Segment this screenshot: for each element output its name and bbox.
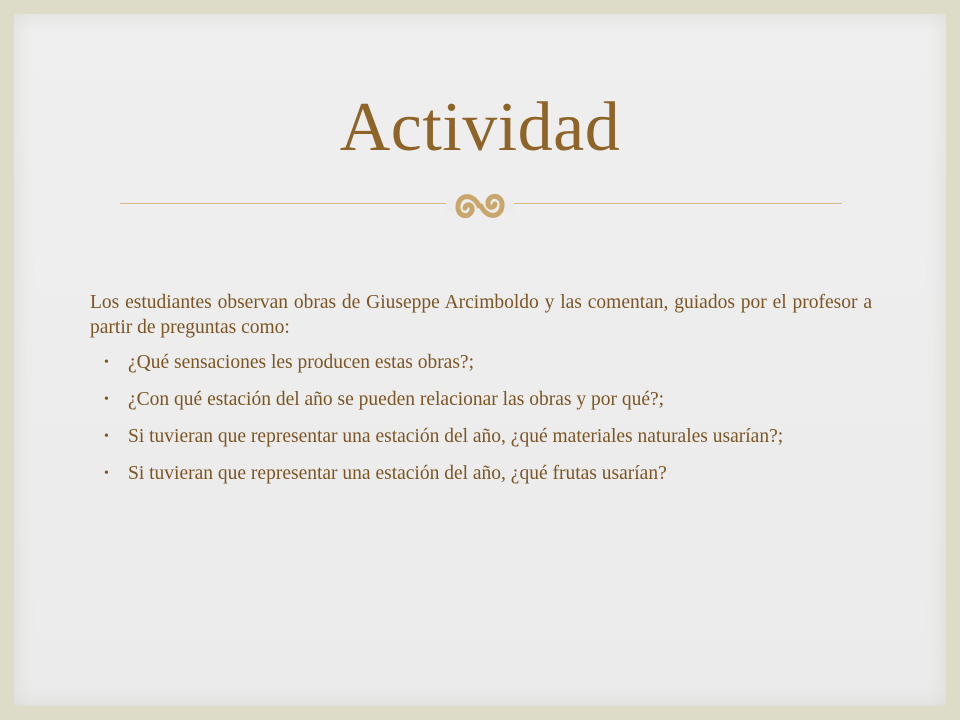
double-swirl-ornament-icon: [446, 184, 514, 228]
list-item-text: ¿Qué sensaciones les producen estas obras?;: [128, 352, 475, 373]
bullet-marker: •: [104, 466, 109, 481]
slide-body: [90, 290, 872, 498]
bullet-marker: •: [104, 355, 109, 370]
intro-paragraph: Los estudiantes observan obras de Giuseppe Arcimboldo y las comentan, guiados por el profesor a partir de preguntas como:: [90, 292, 872, 338]
question-list: [90, 350, 872, 486]
list-item-text: ¿Con qué estación del año se pueden relacionar las obras y por qué?;: [128, 389, 665, 410]
list-item: [90, 461, 872, 486]
list-item-text: Si tuvieran que representar una estación del año, ¿qué frutas usarían?: [128, 463, 667, 484]
bullet-marker: •: [104, 392, 109, 407]
slide-canvas: [14, 14, 946, 706]
bullet-marker: •: [104, 429, 109, 444]
list-item: [90, 350, 872, 375]
slide-title: Actividad: [339, 89, 621, 166]
list-item-text: Si tuvieran que representar una estación del año, ¿qué materiales naturales usarían?;: [128, 426, 784, 447]
list-item: [90, 424, 872, 449]
list-item: [90, 387, 872, 412]
